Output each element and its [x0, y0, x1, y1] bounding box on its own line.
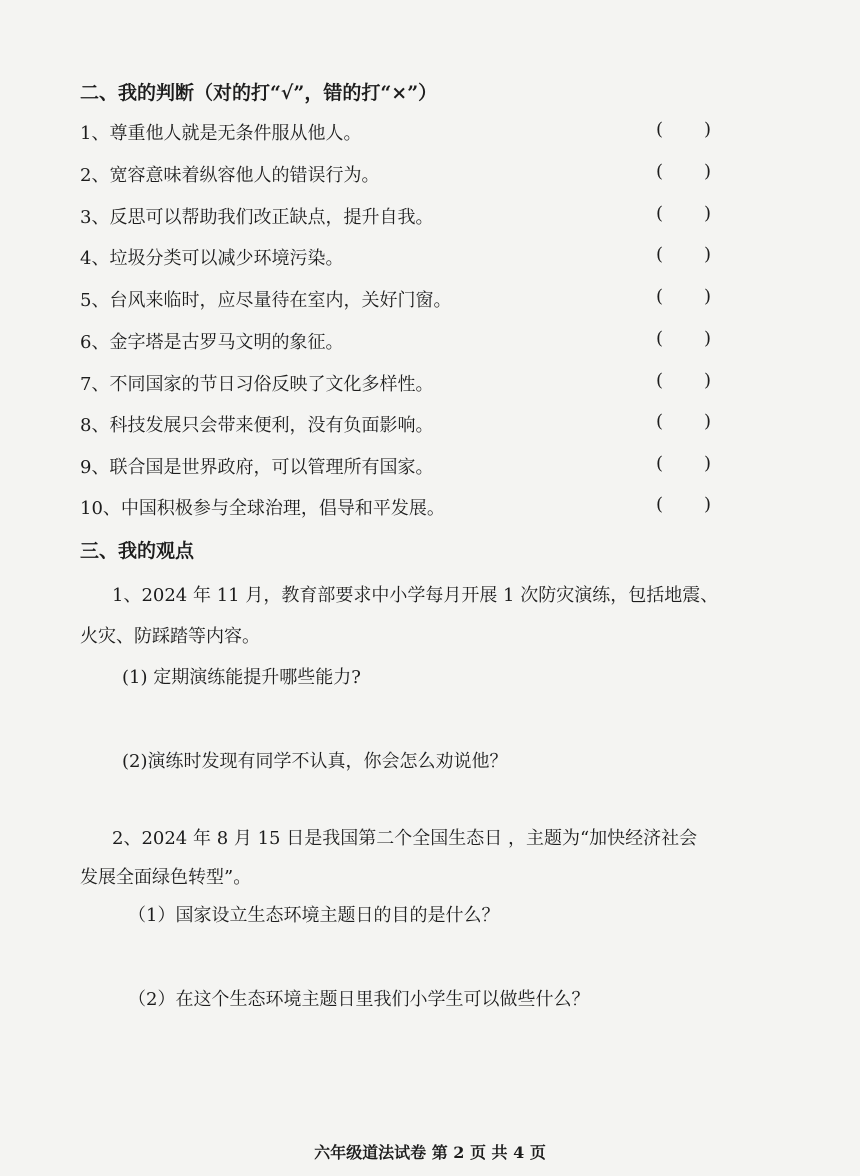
answer-close-paren: ) [704, 370, 712, 391]
q1-sub1: (1) 定期演练能提升哪些能力? [122, 667, 361, 688]
q1-line1: 1、2024 年 11 月，教育部要求中小学每月开展 1 次防灾演练，包括地震、 [112, 585, 719, 606]
judgement-item-text: 2、宽容意味着纵容他人的错误行为。 [80, 165, 380, 186]
section3-title: 三、我的观点 [80, 540, 195, 562]
section2-title: 二、我的判断（对的打“√”，错的打“×”） [80, 82, 438, 104]
answer-close-paren: ) [704, 203, 712, 224]
q1-sub2: (2)演练时发现有同学不认真，你会怎么劝说他？ [122, 751, 508, 772]
q2-sub2: （2）在这个生态环境主题日里我们小学生可以做些什么？ [128, 989, 590, 1010]
judgement-item-text: 10、中国积极参与全球治理，倡导和平发展。 [80, 498, 445, 519]
judgement-item-text: 3、反思可以帮助我们改正缺点，提升自我。 [80, 207, 434, 228]
answer-open-paren: ( [656, 494, 664, 515]
answer-close-paren: ) [704, 161, 712, 182]
q2-line2: 发展全面绿色转型”。 [80, 867, 252, 888]
judgement-item-text: 4、垃圾分类可以减少环境污染。 [80, 248, 344, 269]
answer-close-paren: ) [704, 119, 712, 140]
answer-open-paren: ( [656, 203, 664, 224]
q1-line2: 火灾、防踩踏等内容。 [80, 626, 260, 647]
answer-open-paren: ( [656, 161, 664, 182]
answer-close-paren: ) [704, 453, 712, 474]
page-footer: 六年级道法试卷 第 2 页 共 4 页 [314, 1143, 546, 1162]
answer-close-paren: ) [704, 286, 712, 307]
judgement-item-text: 6、金字塔是古罗马文明的象征。 [80, 332, 344, 353]
answer-close-paren: ) [704, 244, 712, 265]
answer-open-paren: ( [656, 244, 664, 265]
judgement-item-text: 1、尊重他人就是无条件服从他人。 [80, 123, 362, 144]
answer-open-paren: ( [656, 370, 664, 391]
answer-close-paren: ) [704, 494, 712, 515]
answer-close-paren: ) [704, 411, 712, 432]
judgement-item-text: 5、台风来临时，应尽量待在室内，关好门窗。 [80, 290, 452, 311]
answer-open-paren: ( [656, 411, 664, 432]
answer-open-paren: ( [656, 453, 664, 474]
answer-close-paren: ) [704, 328, 712, 349]
judgement-item-text: 7、不同国家的节日习俗反映了文化多样性。 [80, 374, 434, 395]
answer-open-paren: ( [656, 286, 664, 307]
q2-line1: 2、2024 年 8 月 15 日是我国第二个全国生态日 ，主题为“加快经济社会 [112, 828, 698, 849]
q2-sub1: （1）国家设立生态环境主题日的目的是什么？ [128, 905, 500, 926]
answer-open-paren: ( [656, 119, 664, 140]
judgement-item-text: 9、联合国是世界政府，可以管理所有国家。 [80, 457, 434, 478]
judgement-item-text: 8、科技发展只会带来便利，没有负面影响。 [80, 415, 434, 436]
answer-open-paren: ( [656, 328, 664, 349]
